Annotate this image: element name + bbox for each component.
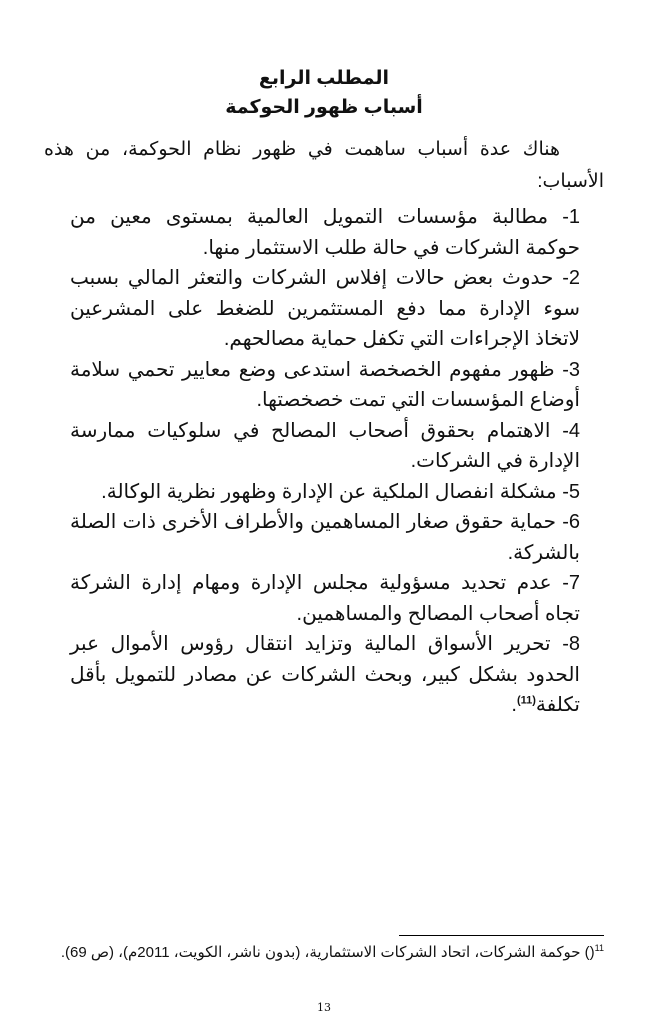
- footnote-reference[interactable]: (11): [516, 694, 536, 707]
- item-text: حماية حقوق صغار المساهمين والأطراف الأخرى ذات الصلة بالشركة.: [70, 511, 580, 564]
- item-number: 4-: [562, 419, 580, 442]
- intro-paragraph: هناك عدة أسباب ساهمت في ظهور نظام الحوكمة، من هذه الأسباب:: [44, 139, 604, 192]
- page-number: 13: [317, 1001, 331, 1014]
- item-end-punctuation: .: [511, 694, 517, 716]
- list-item: [70, 263, 580, 355]
- list-item: [70, 416, 580, 477]
- footnote-text: () حوكمة الشركات، اتحاد الشركات الاستثمارية، (بدون ناشر، الكويت، 2011م)، (ص 69).: [60, 944, 595, 961]
- section-heading: المطلب الرابع: [258, 68, 390, 89]
- item-number: 3-: [562, 358, 580, 381]
- list-item: [70, 477, 580, 508]
- item-text: تحرير الأسواق المالية وتزايد انتقال رؤوس الأموال عبر الحدود بشكل كبير، وبحث الشركات عن مصادر للتمويل بأقل تكلفة: [70, 633, 580, 716]
- item-text: مطالبة مؤسسات التمويل العالمية بمستوى معين من حوكمة الشركات في حالة طلب الاستثمار منها.: [70, 206, 580, 259]
- item-text: حدوث بعض حالات إفلاس الشركات والتعثر المالي بسبب سوء الإدارة مما دفع المستثمرين للضغط على المشرعين لاتخاذ الإجراءات التي تكفل حماية مصالحهم.: [70, 267, 580, 350]
- list-item: [70, 507, 580, 568]
- footnote: [44, 941, 604, 965]
- item-number: 1-: [562, 206, 581, 228]
- list-item: [70, 568, 580, 629]
- item-number: 2-: [562, 267, 580, 289]
- item-number: 8-: [562, 633, 580, 655]
- heading-block: [0, 64, 648, 122]
- item-number: 7-: [562, 572, 580, 594]
- item-text: ظهور مفهوم الخصخصة استدعى وضع معايير تحمي سلامة أوضاع المؤسسات التي تمت خصخصتها.: [70, 358, 580, 411]
- item-text: مشكلة انفصال الملكية عن الإدارة وظهور نظرية الوكالة.: [101, 480, 557, 503]
- footnote-separator: [399, 935, 604, 936]
- reasons-list: [70, 202, 580, 721]
- section-title: أسباب ظهور الحوكمة: [225, 97, 423, 118]
- footnote-marker: 11: [594, 943, 604, 953]
- item-number: 5-: [562, 480, 580, 503]
- list-item: [70, 629, 580, 721]
- list-item: [70, 202, 580, 263]
- item-text: الاهتمام بحقوق أصحاب المصالح في سلوكيات ممارسة الإدارة في الشركات.: [70, 419, 580, 472]
- item-text: عدم تحديد مسؤولية مجلس الإدارة ومهام إدارة الشركة تجاه أصحاب المصالح والمساهمين.: [70, 572, 580, 625]
- list-item: [70, 355, 580, 416]
- item-number: 6-: [562, 511, 580, 533]
